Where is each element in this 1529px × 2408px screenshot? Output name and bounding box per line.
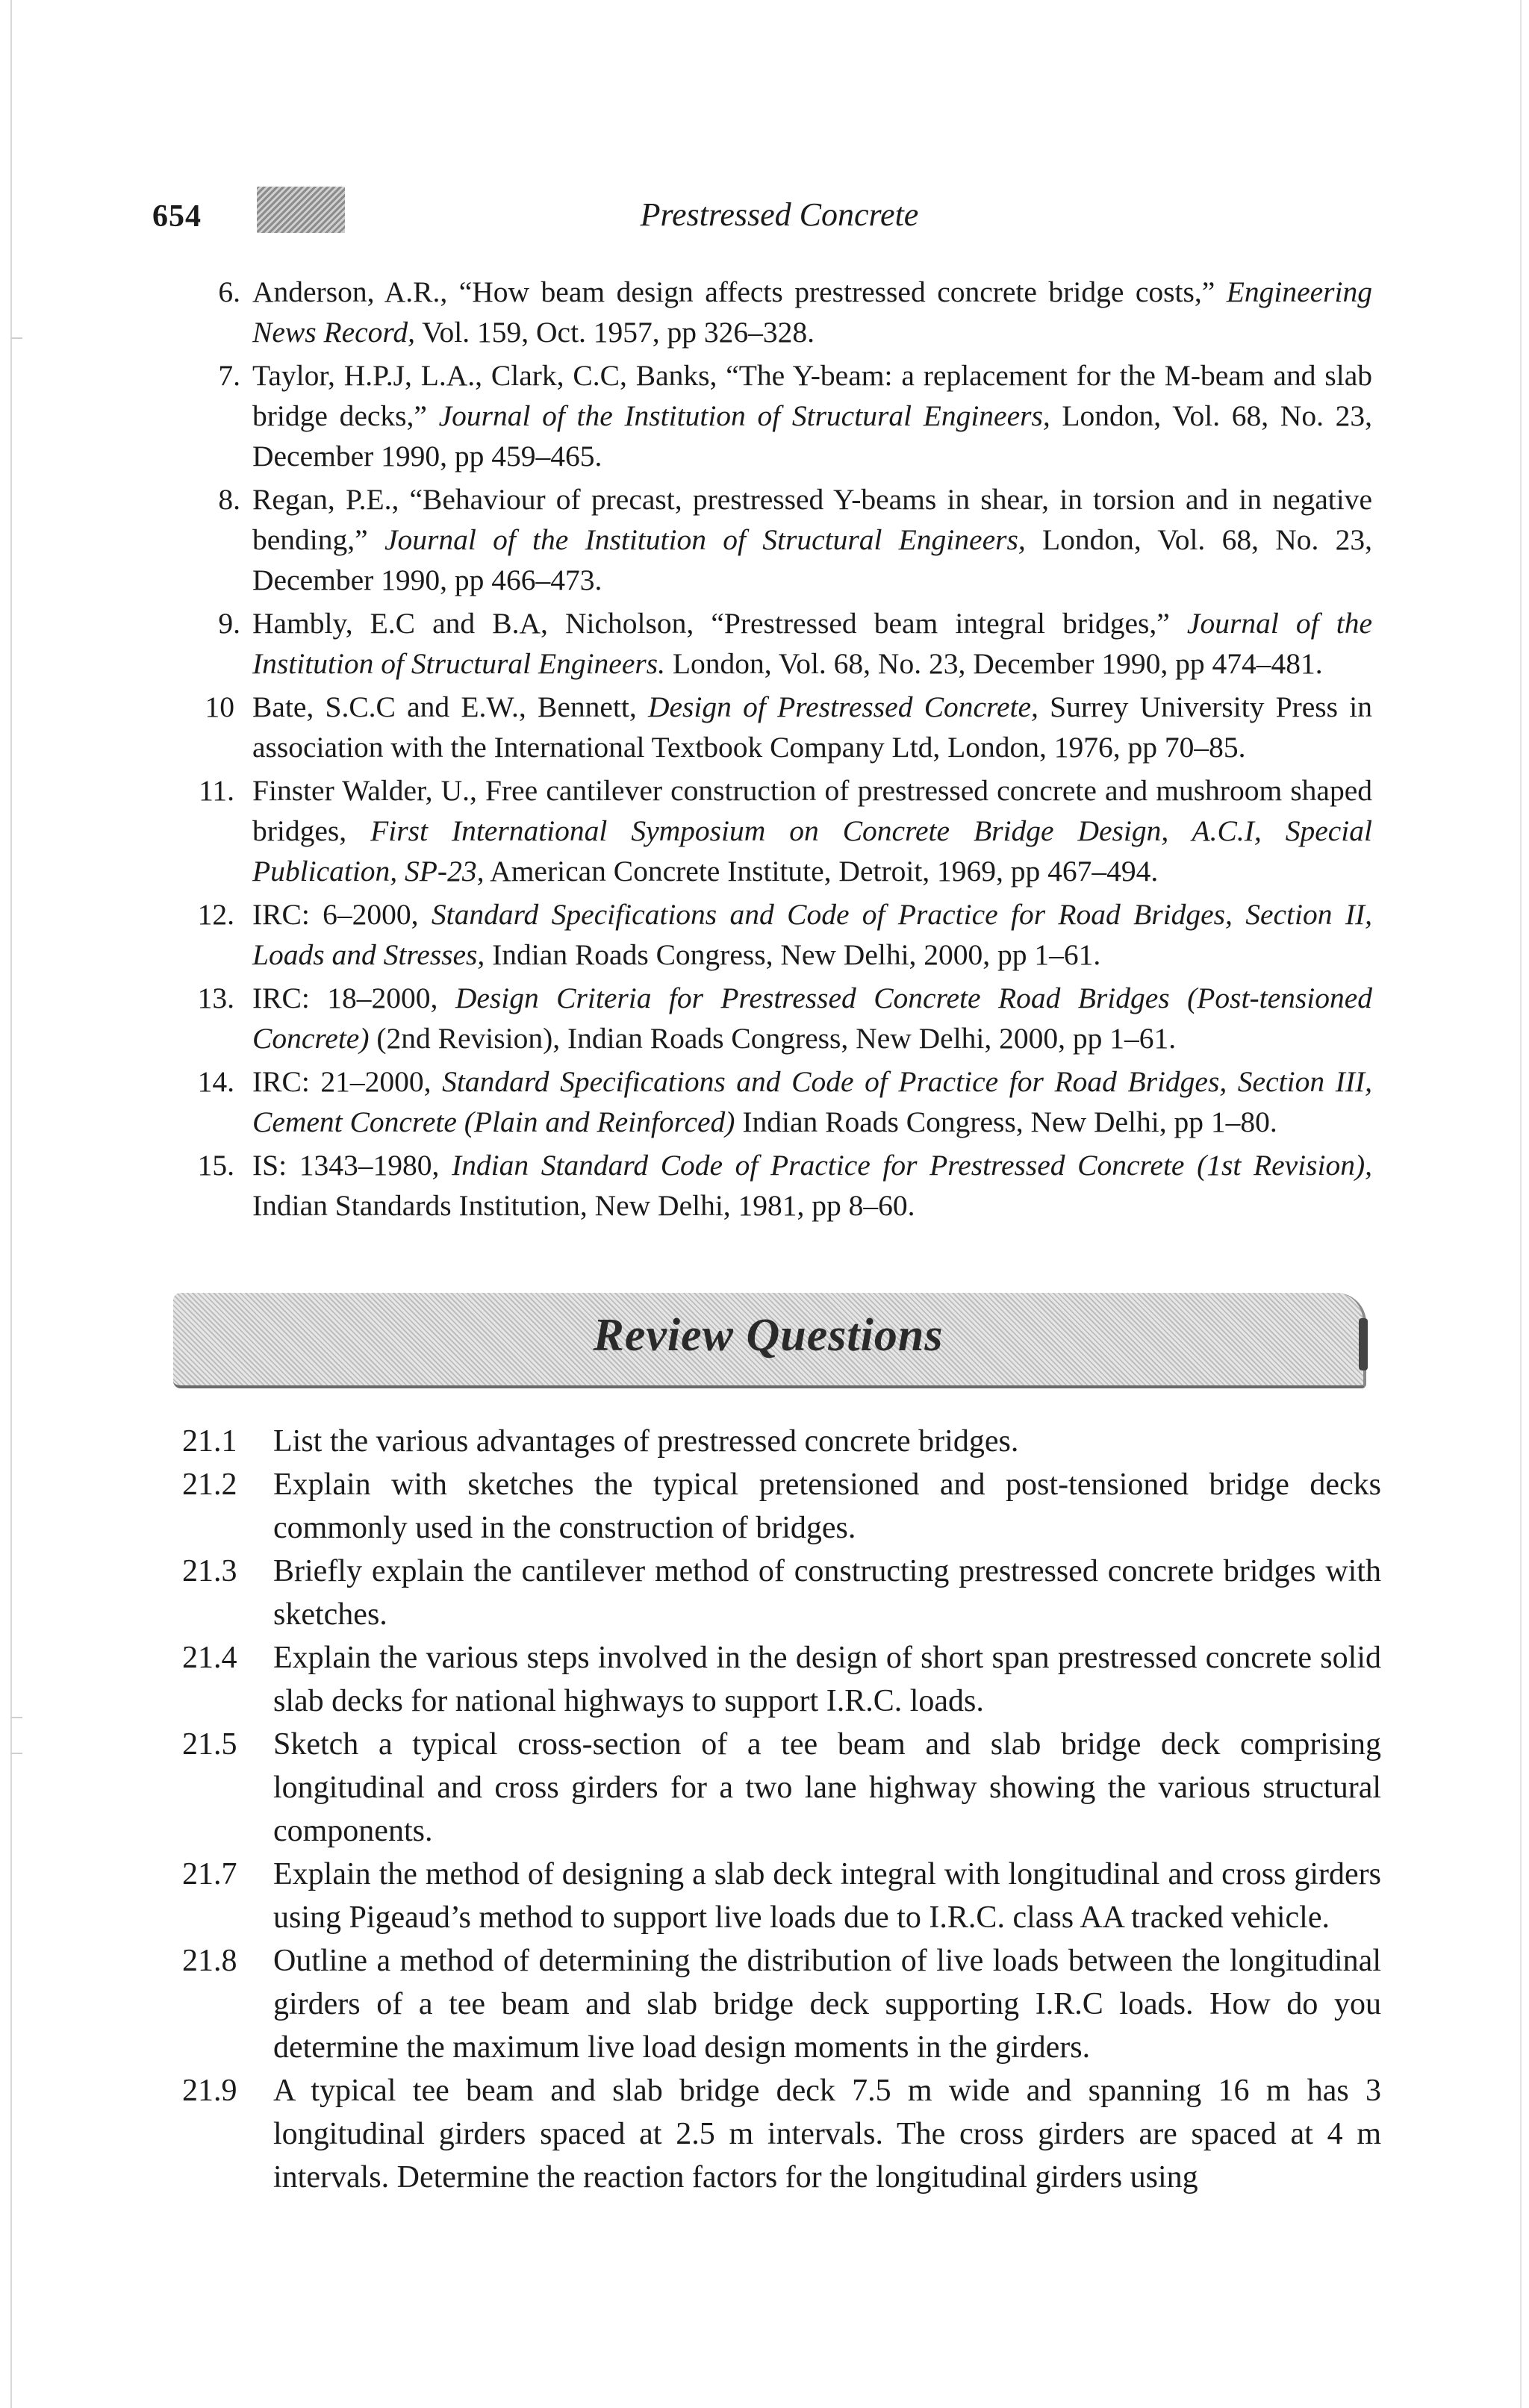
- question-item: [182, 1550, 1381, 1636]
- reference-segment: Indian Standards Institution, New Delhi, 1981, pp 8–60.: [252, 1189, 915, 1222]
- reference-text: [252, 898, 1372, 971]
- review-questions-banner: [173, 1293, 1366, 1388]
- reference-segment: Bate, S.C.C and E.W., Bennett,: [252, 690, 648, 723]
- scan-margin-tick: [10, 1717, 22, 1718]
- reference-title: Design Criteria for Prestressed Concrete Road Bridges (Post-tensioned Concrete): [252, 982, 1372, 1055]
- reference-text: [252, 690, 1372, 764]
- reference-segment: IRC: 6–2000,: [252, 898, 432, 931]
- page-number: 654: [152, 199, 202, 234]
- reference-title: Standard Specifications and Code of Practice for Road Bridges, Section III, Cement Concrete (Plain and Reinforced): [252, 1065, 1372, 1138]
- section-title: Review Questions: [593, 1310, 944, 1361]
- running-head: Prestressed Concrete: [640, 196, 919, 233]
- reference-number: 12.: [197, 898, 234, 931]
- page-header: [152, 184, 1377, 243]
- review-question-list: [182, 1420, 1381, 2199]
- reference-segment: London, Vol. 68, No. 23, December 1990, pp 466–473.: [252, 523, 1372, 596]
- question-text: Explain the various steps involved in the design of short span prestressed concrete solid slab decks for national highways to support I.R.C. loads.: [273, 1641, 1381, 1718]
- reference-segment: Vol. 159, Oct. 1957, pp 326–328.: [414, 316, 815, 349]
- reference-number: 15.: [197, 1149, 234, 1182]
- question-item: [182, 1463, 1381, 1550]
- question-item: [182, 2069, 1381, 2199]
- question-number: 21.9: [182, 2074, 237, 2108]
- question-number: 21.5: [182, 1727, 237, 1762]
- reference-number: 8.: [218, 483, 240, 516]
- question-number: 21.2: [182, 1467, 237, 1502]
- question-number: 21.3: [182, 1554, 237, 1588]
- reference-item: [200, 272, 1372, 352]
- reference-item: [197, 1145, 1372, 1226]
- question-text: A typical tee beam and slab bridge deck 7.5 m wide and spanning 16 m has 3 longitudinal girders spaced at 2.5 m intervals. The cross girders are spaced at 4 m intervals. Determine the reaction factors for the longitudinal girders using: [273, 2074, 1381, 2195]
- reference-segment: IRC: 21–2000,: [252, 1065, 443, 1098]
- reference-title: Design of Prestressed Concrete,: [648, 690, 1038, 723]
- reference-segment: (2nd Revision), Indian Roads Congress, New Delhi, 2000, pp 1–61.: [369, 1022, 1177, 1055]
- question-text: Outline a method of determining the distribution of live loads between the longitudinal girders of a tee beam and slab bridge deck supporting I.R.C loads. How do you determine the maximum live load design moments in the girders.: [273, 1944, 1381, 2065]
- question-item: [182, 1636, 1381, 1723]
- reference-segment: IS: 1343–1980,: [252, 1149, 452, 1182]
- scan-margin-tick: [10, 1753, 22, 1754]
- reference-segment: American Concrete Institute, Detroit, 1969, pp 467–494.: [484, 855, 1159, 888]
- question-text: Explain the method of designing a slab deck integral with longitudinal and cross girders using Pigeaud’s method to support live loads due to I.R.C. class AA tracked vehicle.: [273, 1857, 1381, 1935]
- reference-number: 9.: [218, 607, 240, 640]
- reference-number: 10: [205, 690, 234, 723]
- scan-margin-tick: [10, 337, 22, 339]
- reference-segment: London, Vol. 68, No. 23, December 1990, pp 474–481.: [664, 647, 1323, 680]
- reference-title: Journal of the Institution of Structural Engineers.: [252, 607, 1372, 680]
- reference-segment: Hambly, E.C and B.A, Nicholson, “Prestressed beam integral bridges,”: [252, 607, 1187, 640]
- question-item: [182, 1853, 1381, 1939]
- reference-segment: Indian Roads Congress, New Delhi, 2000, pp 1–61.: [485, 938, 1101, 971]
- reference-text: [252, 1065, 1372, 1138]
- question-text: Explain with sketches the typical pretensioned and post-tensioned bridge decks commonly used in the construction of bridges.: [273, 1467, 1381, 1545]
- scan-left-edge: [10, 0, 12, 2408]
- reference-item: [200, 770, 1372, 891]
- reference-number: 11.: [199, 774, 234, 807]
- question-number: 21.4: [182, 1641, 237, 1675]
- reference-number: 6.: [218, 275, 240, 308]
- reference-text: [252, 982, 1372, 1055]
- reference-item: [197, 1061, 1372, 1142]
- reference-text: [252, 275, 1372, 349]
- question-text: List the various advantages of prestressed concrete bridges.: [273, 1424, 1019, 1459]
- reference-item: [200, 355, 1372, 476]
- reference-segment: Finster Walder, U., Free cantilever construction of prestressed concrete and mushroom shaped bridges,: [252, 774, 1372, 847]
- reference-number: 7.: [218, 359, 240, 392]
- reference-title: Journal of the Institution of Structural Engineers,: [438, 399, 1050, 432]
- reference-text: [252, 607, 1372, 680]
- reference-segment: Anderson, A.R., “How beam design affects prestressed concrete bridge costs,”: [252, 275, 1227, 308]
- reference-text: [252, 483, 1372, 596]
- reference-text: [252, 359, 1372, 472]
- reference-segment: Surrey University Press in association with the International Textbook Company Ltd, London, 1976, pp 70–85.: [252, 690, 1372, 764]
- reference-text: [252, 774, 1372, 888]
- reference-segment: Taylor, H.P.J, L.A., Clark, C.C, Banks, “The Y-beam: a replacement for the M-beam and slab bridge decks,”: [252, 359, 1372, 432]
- question-text: Briefly explain the cantilever method of constructing prestressed concrete bridges with sketches.: [273, 1554, 1381, 1632]
- reference-number: 14.: [197, 1065, 234, 1098]
- reference-text: [252, 1149, 1372, 1222]
- reference-item: [197, 978, 1372, 1058]
- reference-title: Standard Specifications and Code of Practice for Road Bridges, Section II, Loads and Stresses,: [252, 898, 1372, 971]
- question-item: [182, 1939, 1381, 2069]
- question-number: 21.7: [182, 1857, 237, 1891]
- question-number: 21.8: [182, 1944, 237, 1978]
- reference-title: Journal of the Institution of Structural Engineers,: [384, 523, 1026, 556]
- reference-segment: London, Vol. 68, No. 23, December 1990, pp 459–465.: [252, 399, 1372, 472]
- reference-item: [200, 479, 1372, 600]
- question-number: 21.1: [182, 1424, 237, 1459]
- reference-segment: IRC: 18–2000,: [252, 982, 455, 1014]
- reference-item: [200, 687, 1372, 767]
- reference-list: [197, 272, 1372, 1229]
- banner-edge-mark: [1359, 1318, 1368, 1370]
- reference-segment: Regan, P.E., “Behaviour of precast, prestressed Y-beams in shear, in torsion and in negative bending,”: [252, 483, 1372, 556]
- reference-item: [200, 603, 1372, 684]
- question-text: Sketch a typical cross-section of a tee beam and slab bridge deck comprising longitudinal and cross girders for a two lane highway showing the various structural components.: [273, 1727, 1381, 1848]
- question-item: [182, 1723, 1381, 1853]
- reference-title: Engineering News Record,: [252, 275, 1372, 349]
- reference-title: Indian Standard Code of Practice for Prestressed Concrete (1st Revision),: [451, 1149, 1372, 1182]
- reference-title: First International Symposium on Concrete Bridge Design, A.C.I, Special Publication, SP-23,: [252, 814, 1372, 888]
- reference-segment: Indian Roads Congress, New Delhi, pp 1–80.: [735, 1105, 1277, 1138]
- scan-right-edge: [1520, 0, 1522, 2408]
- reference-item: [197, 894, 1372, 975]
- reference-number: 13.: [197, 982, 234, 1014]
- question-item: [182, 1420, 1381, 1463]
